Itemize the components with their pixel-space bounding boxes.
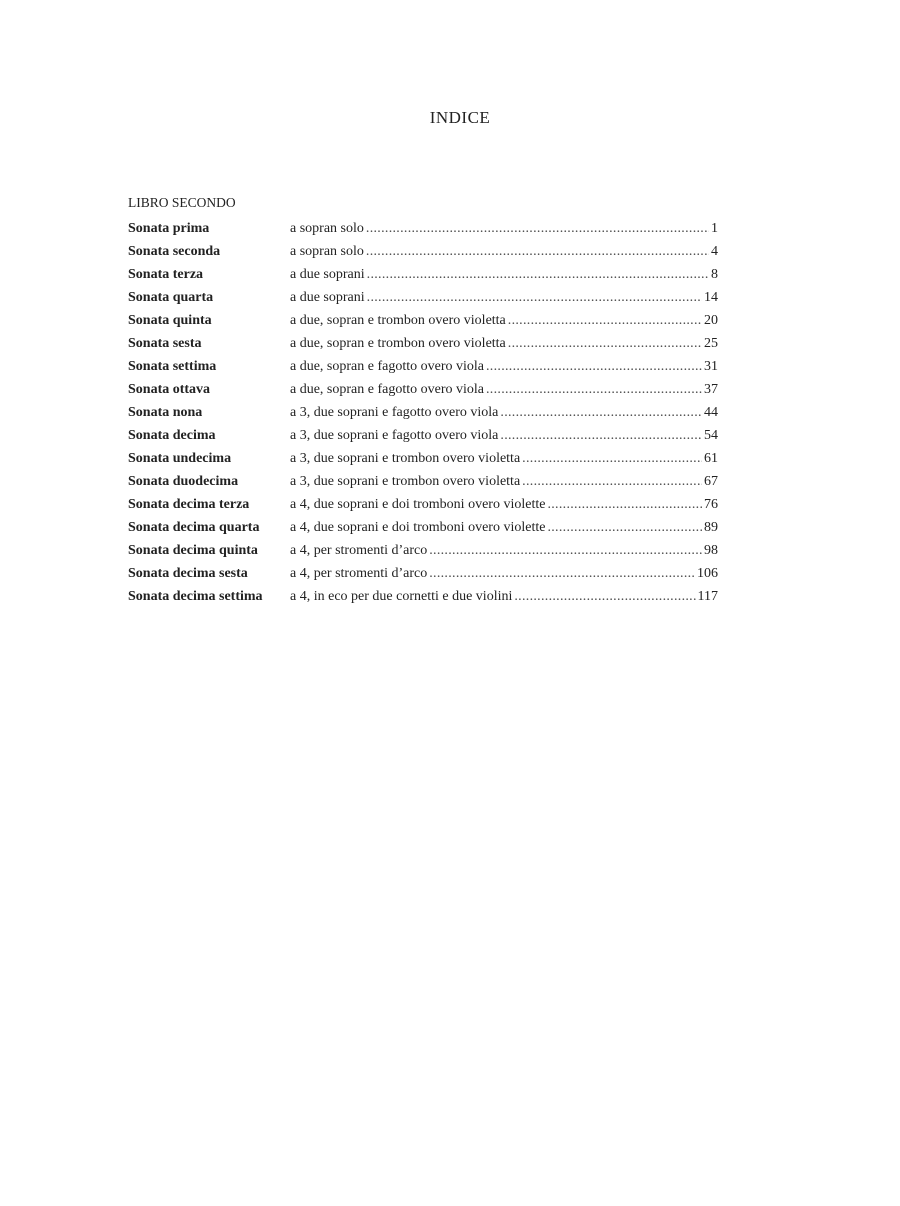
toc-entry — [128, 313, 718, 336]
entry-title: Sonata quinta — [128, 313, 212, 328]
toc-entry — [128, 497, 718, 520]
entry-page-number: 31 — [704, 359, 718, 374]
entry-scoring: a 3, due soprani e trombon overo violetta — [290, 451, 521, 466]
dot-leader — [500, 405, 702, 421]
page-title: INDICE — [429, 108, 491, 127]
toc-entry — [128, 267, 718, 290]
entry-page-number: 4 — [711, 244, 718, 259]
section-heading: LIBRO SECONDO — [128, 195, 236, 210]
entry-title: Sonata prima — [128, 221, 210, 236]
dot-leader — [522, 451, 702, 467]
entry-scoring: a sopran solo — [290, 244, 364, 259]
entry-scoring: a sopran solo — [290, 221, 364, 236]
entry-page-number: 54 — [704, 428, 718, 443]
entry-scoring: a due, sopran e fagotto overo viola — [290, 359, 484, 374]
dot-leader — [367, 267, 709, 283]
toc-entry — [128, 474, 718, 497]
dot-leader — [508, 336, 702, 352]
dot-leader — [514, 589, 695, 605]
toc-entry — [128, 336, 718, 359]
entry-page-number: 44 — [704, 405, 718, 420]
entry-page-number: 98 — [704, 543, 718, 558]
entry-title: Sonata decima terza — [128, 497, 250, 512]
entry-page-number: 76 — [704, 497, 718, 512]
entry-page-number: 14 — [704, 290, 718, 305]
entry-scoring: a 3, due soprani e trombon overo violetta — [290, 474, 521, 489]
table-of-contents — [128, 221, 718, 612]
entry-title: Sonata decima — [128, 428, 216, 443]
dot-leader — [366, 221, 709, 237]
entry-title: Sonata settima — [128, 359, 217, 374]
toc-entry — [128, 520, 718, 543]
entry-title: Sonata decima quarta — [128, 520, 260, 535]
dot-leader — [366, 244, 709, 260]
entry-page-number: 117 — [697, 589, 718, 604]
toc-entry — [128, 359, 718, 382]
entry-scoring: a 4, per stromenti d’arco — [290, 566, 428, 581]
entry-page-number: 1 — [711, 221, 718, 236]
entry-page-number: 25 — [704, 336, 718, 351]
entry-title: Sonata quarta — [128, 290, 214, 305]
entry-scoring: a due, sopran e trombon overo violetta — [290, 313, 506, 328]
entry-scoring: a 4, due soprani e doi tromboni overo violette — [290, 497, 546, 512]
entry-title: Sonata decima quinta — [128, 543, 258, 558]
dot-leader — [508, 313, 702, 329]
entry-title: Sonata duodecima — [128, 474, 239, 489]
toc-entry — [128, 405, 718, 428]
toc-entry — [128, 290, 718, 313]
entry-scoring: a due soprani — [290, 290, 365, 305]
entry-page-number: 20 — [704, 313, 718, 328]
dot-leader — [486, 359, 702, 375]
dot-leader — [429, 566, 695, 582]
entry-title: Sonata sesta — [128, 336, 202, 351]
entry-title: Sonata decima settima — [128, 589, 263, 604]
toc-entry — [128, 221, 718, 244]
entry-title: Sonata decima sesta — [128, 566, 248, 581]
entry-scoring: a 4, due soprani e doi tromboni overo violette — [290, 520, 546, 535]
toc-entry — [128, 589, 718, 612]
toc-entry — [128, 566, 718, 589]
dot-leader — [547, 520, 702, 536]
toc-entry — [128, 382, 718, 405]
entry-page-number: 61 — [704, 451, 718, 466]
dot-leader — [429, 543, 702, 559]
entry-page-number: 89 — [704, 520, 718, 535]
dot-leader — [522, 474, 702, 490]
dot-leader — [486, 382, 702, 398]
toc-entry — [128, 244, 718, 267]
entry-scoring: a 4, per stromenti d’arco — [290, 543, 428, 558]
entry-page-number: 8 — [711, 267, 718, 282]
toc-entry — [128, 543, 718, 566]
entry-title: Sonata seconda — [128, 244, 221, 259]
entry-page-number: 67 — [704, 474, 718, 489]
entry-scoring: a 3, due soprani e fagotto overo viola — [290, 405, 499, 420]
entry-title: Sonata terza — [128, 267, 204, 282]
toc-entry — [128, 451, 718, 474]
entry-title: Sonata undecima — [128, 451, 232, 466]
entry-scoring: a due soprani — [290, 267, 365, 282]
entry-page-number: 37 — [704, 382, 718, 397]
entry-title: Sonata nona — [128, 405, 203, 420]
dot-leader — [547, 497, 702, 513]
entry-scoring: a due, sopran e trombon overo violetta — [290, 336, 506, 351]
entry-scoring: a 4, in eco per due cornetti e due violini — [290, 589, 513, 604]
dot-leader — [367, 290, 702, 306]
entry-scoring: a 3, due soprani e fagotto overo viola — [290, 428, 499, 443]
toc-entry — [128, 428, 718, 451]
entry-title: Sonata ottava — [128, 382, 211, 397]
dot-leader — [500, 428, 702, 444]
entry-scoring: a due, sopran e fagotto overo viola — [290, 382, 484, 397]
entry-page-number: 106 — [697, 566, 718, 581]
